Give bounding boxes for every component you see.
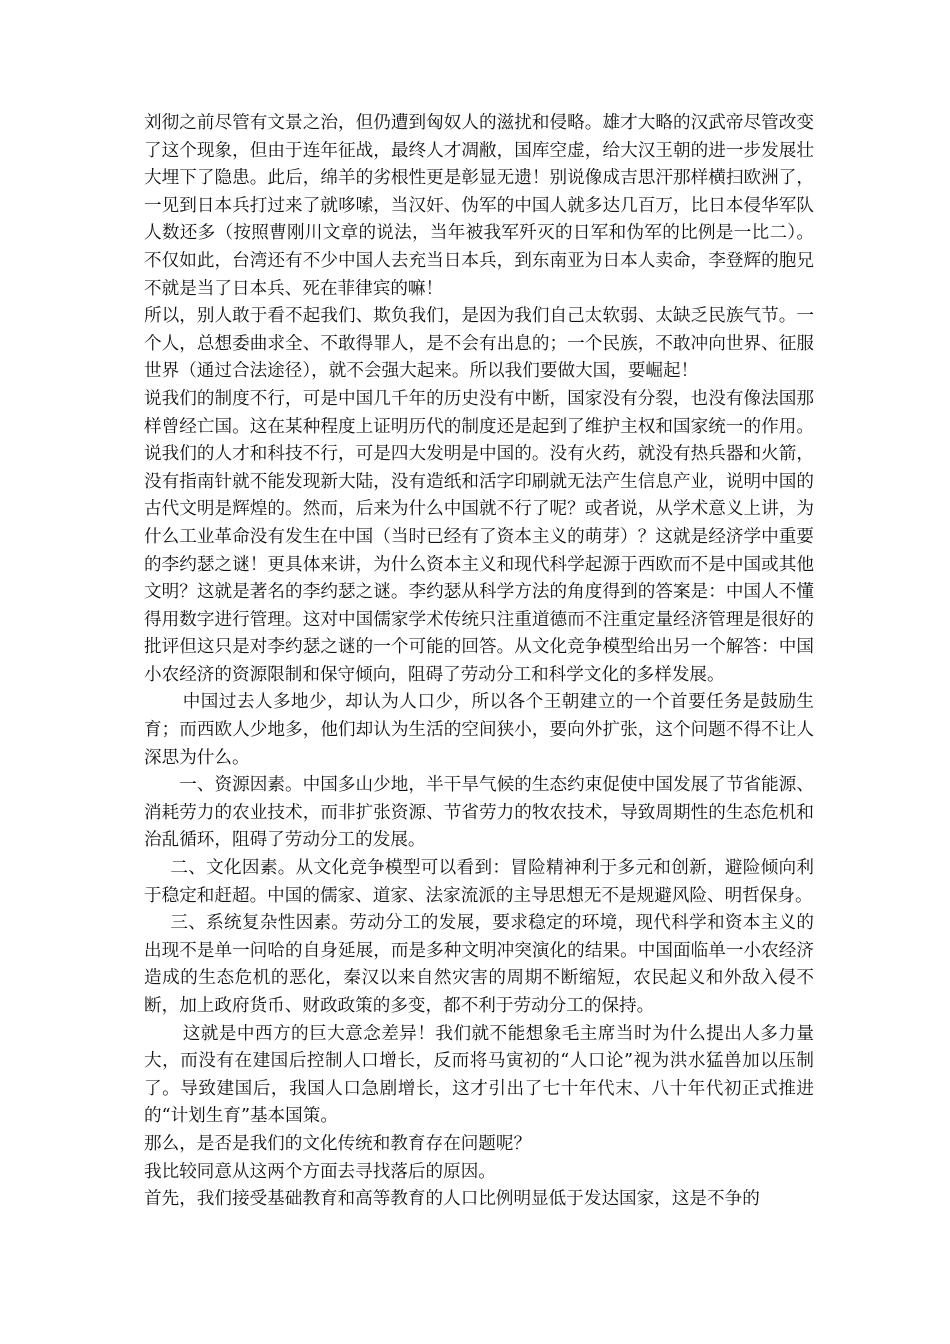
paragraph-8: 这就是中西方的巨大意念差异！我们就不能想象毛主席当时为什么提出人多力量大，而没有在建国后控制人口增长，反而将马寅初的“人口论”视为洪水猛兽加以压制了。导致建国后，我国人口急剧增长，这才引出了七十年代末、八十年代初正式推进的“计划生育”基本国策。	[144, 1023, 814, 1127]
paragraph-3: 说我们的制度不行，可是中国几千年的历史没有中断，国家没有分裂，也没有像法国那样曾经亡国。这在某种程度上证明历代的制度还是起到了维护主权和国家统一的作用。说我们的人才和科技不行，可是四大发明是中国的。没有火药，就没有热兵器和火箭，没有指南针就不能发现新大陆，没有造纸和活字印刷就无法产生信息产业，说明中国的古代文明是辉煌的。然而，后来为什么中国就不行了呢？或者说，从学术意义上讲，为什么工业革命没有发生在中国（当时已经有了资本主义的萌芽）？这就是经济学中重要的李约瑟之谜！更具体来讲，为什么资本主义和现代科学起源于西欧而不是中国或其他文明？这就是著名的李约瑟之谜。李约瑟从科学方法的角度得到的答案是：中国人不懂得用数字进行管理。这对中国儒家学术传统只注重道德而不注重定量经济管理是很好的批评但这只是对李约瑟之谜的一个可能的回答。从文化竞争模型给出另一个解答：中国小农经济的资源限制和保守倾向，阻碍了劳动分工和科学文化的多样发展。	[144, 388, 814, 685]
paragraph-10: 我比较同意从这两个方面去寻找落后的原因。	[144, 1161, 496, 1182]
paragraph-1: 刘彻之前尽管有文景之治，但仍遭到匈奴人的滋扰和侵略。雄才大略的汉武帝尽管改变了这个现象，但由于连年征战，最终人才凋敝，国库空虚，给大汉王朝的进一步发展壮大埋下了隐患。此后，绵羊的劣根性更是彰显无遗！别说像成吉思汗那样横扫欧洲了，一见到日本兵打过来了就哆嗦，当汉奸、伪军的中国人就多达几百万，比日本侵华军队人数还多（按照曹刚川文章的说法，当年被我军歼灭的日军和伪军的比例是一比二）。不仅如此，台湾还有不少中国人去充当日本兵，到东南亚为日本人卖命，李登辉的胞兄不就是当了日本兵、死在菲律宾的嘛！	[144, 113, 814, 299]
paragraph-9: 那么，是否是我们的文化传统和教育存在问题呢？	[144, 1133, 532, 1154]
paragraph-7: 三、系统复杂性因素。劳动分工的发展，要求稳定的环境，现代科学和资本主义的出现不是单一问哈的自身延展，而是多种文明冲突演化的结果。中国面临单一小农经济造成的生态危机的恶化，秦汉以来自然灾害的周期不断缩短，农民起义和外敌入侵不断，加上政府货币、财政政策的多变，都不利于劳动分工的保持。	[144, 913, 814, 1016]
document-body	[144, 110, 814, 1214]
paragraph-4: 中国过去人多地少，却认为人口少，所以各个王朝建立的一个首要任务是鼓励生育；而西欧人少地多，他们却认为生活的空间狭小，要向外扩张，这个问题不得不让人深思为什么。	[144, 692, 814, 768]
paragraph-11: 首先，我们接受基础教育和高等教育的人口比例明显低于发达国家，这是不争的	[144, 1189, 760, 1210]
paragraph-6: 二、文化因素。从文化竞争模型可以看到：冒险精神利于多元和创新，避险倾向利于稳定和赶超。中国的儒家、道家、法家流派的主导思想无不是规避风险、明哲保身。	[144, 858, 814, 906]
paragraph-2: 所以，别人敢于看不起我们、欺负我们，是因为我们自己太软弱、太缺乏民族气节。一个人，总想委曲求全、不敢得罪人，是不会有出息的；一个民族，不敢冲向世界、征服世界（通过合法途径），就不会强大起来。所以我们要做大国，要崛起！	[144, 306, 814, 382]
paragraph-5: 一、资源因素。中国多山少地，半干旱气候的生态约束促使中国发展了节省能源、消耗劳力的农业技术，而非扩张资源、节省劳力的牧农技术，导致周期性的生态危机和治乱循环，阻碍了劳动分工的发展。	[144, 775, 814, 851]
